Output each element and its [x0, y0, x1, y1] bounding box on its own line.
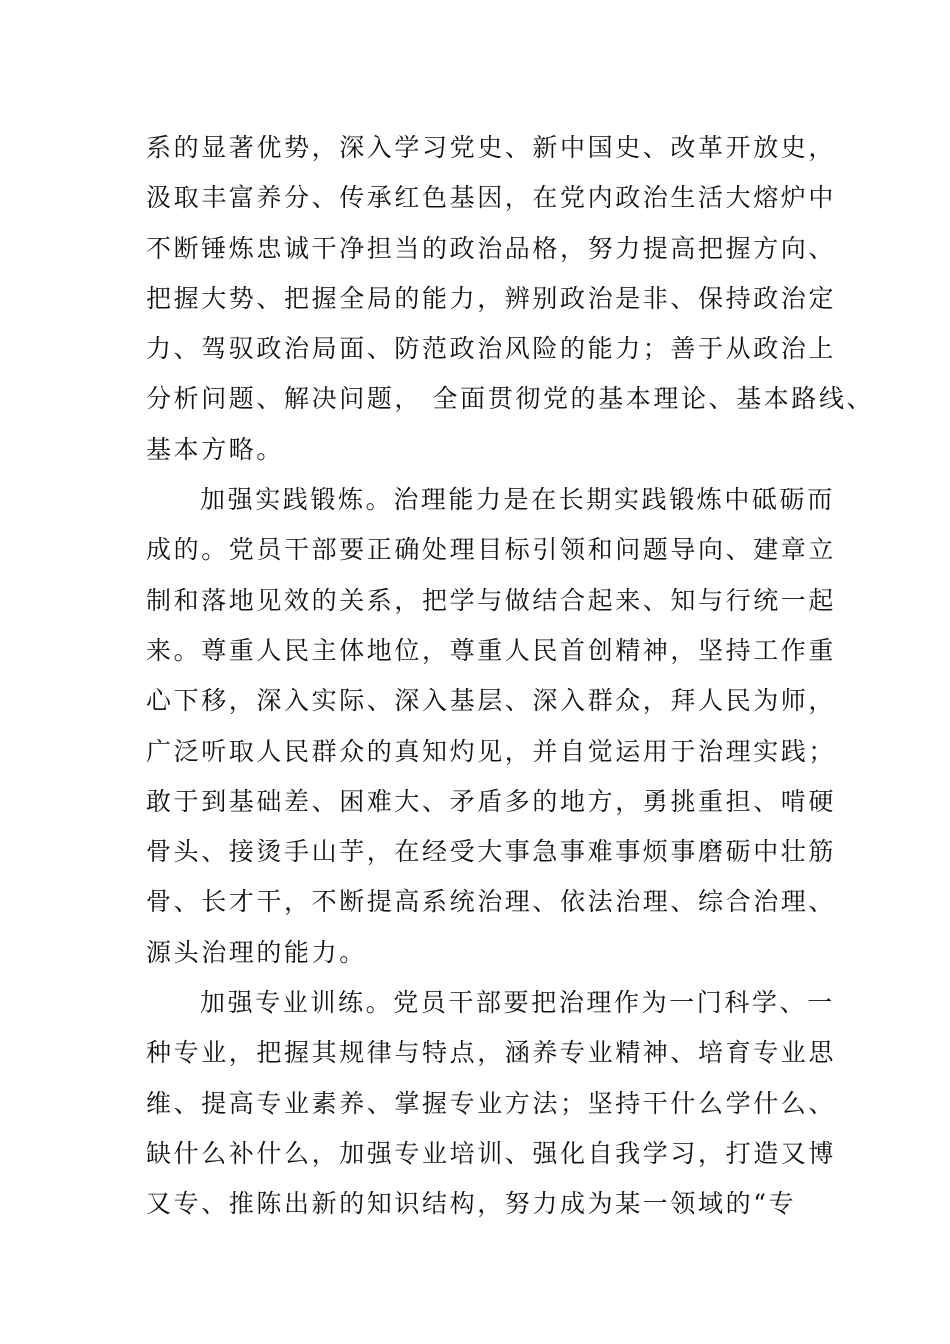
text-line: 把握大势、把握全局的能力，辨别政治是非、保持政治定: [146, 283, 837, 313]
text-line: 不断锤炼忠诚干净担当的政治品格，努力提高把握方向、: [146, 233, 837, 263]
paragraph-first-line: 加强实践锻炼。治理能力是在长期实践锻炼中砥砺而: [200, 485, 835, 515]
text-line: 广泛听取人民群众的真知灼见，并自觉运用于治理实践；: [146, 736, 837, 766]
text-line: 又专、推陈出新的知识结构，努力成为某一领域的“专: [146, 1189, 797, 1219]
text-line: 力、驾驭政治局面、防范政治风险的能力；善于从政治上: [146, 334, 837, 364]
text-line: 制和落地见效的关系，把学与做结合起来、知与行统一起: [146, 585, 837, 615]
text-line: 缺什么补什么，加强专业培训、强化自我学习，打造又博: [146, 1138, 837, 1168]
text-line: 骨头、接烫手山芋，在经受大事急事难事烦事磨砺中壮筋: [146, 837, 837, 867]
text-line: 敢于到基础差、困难大、矛盾多的地方，勇挑重担、啃硬: [146, 786, 837, 816]
text-line: 源头治理的能力。: [146, 937, 367, 967]
text-line: 汲取丰富养分、传承红色基因，在党内政治生活大熔炉中: [146, 183, 837, 213]
document-body: [146, 123, 875, 1230]
text-line: 维、提高专业素养、掌握专业方法；坚持干什么学什么、: [146, 1088, 837, 1118]
text-line: 分析问题、解决问题， 全面贯彻党的基本理论、基本路线、: [146, 384, 875, 414]
text-line: 种专业，把握其规律与特点，涵养专业精神、培育专业思: [146, 1038, 837, 1068]
text-line: 成的。党员干部要正确处理目标引领和问题导向、建章立: [146, 535, 837, 565]
paragraph-first-line: 加强专业训练。党员干部要把治理作为一门科学、一: [200, 988, 835, 1018]
text-line: 心下移，深入实际、深入基层、深入群众，拜人民为师，: [146, 686, 837, 716]
text-line: 骨、长才干，不断提高系统治理、依法治理、综合治理、: [146, 887, 837, 917]
text-line: 来。尊重人民主体地位，尊重人民首创精神，坚持工作重: [146, 635, 837, 665]
text-line: 基本方略。: [146, 434, 285, 464]
text-line: 系的显著优势，深入学习党史、新中国史、改革开放史，: [146, 133, 837, 162]
